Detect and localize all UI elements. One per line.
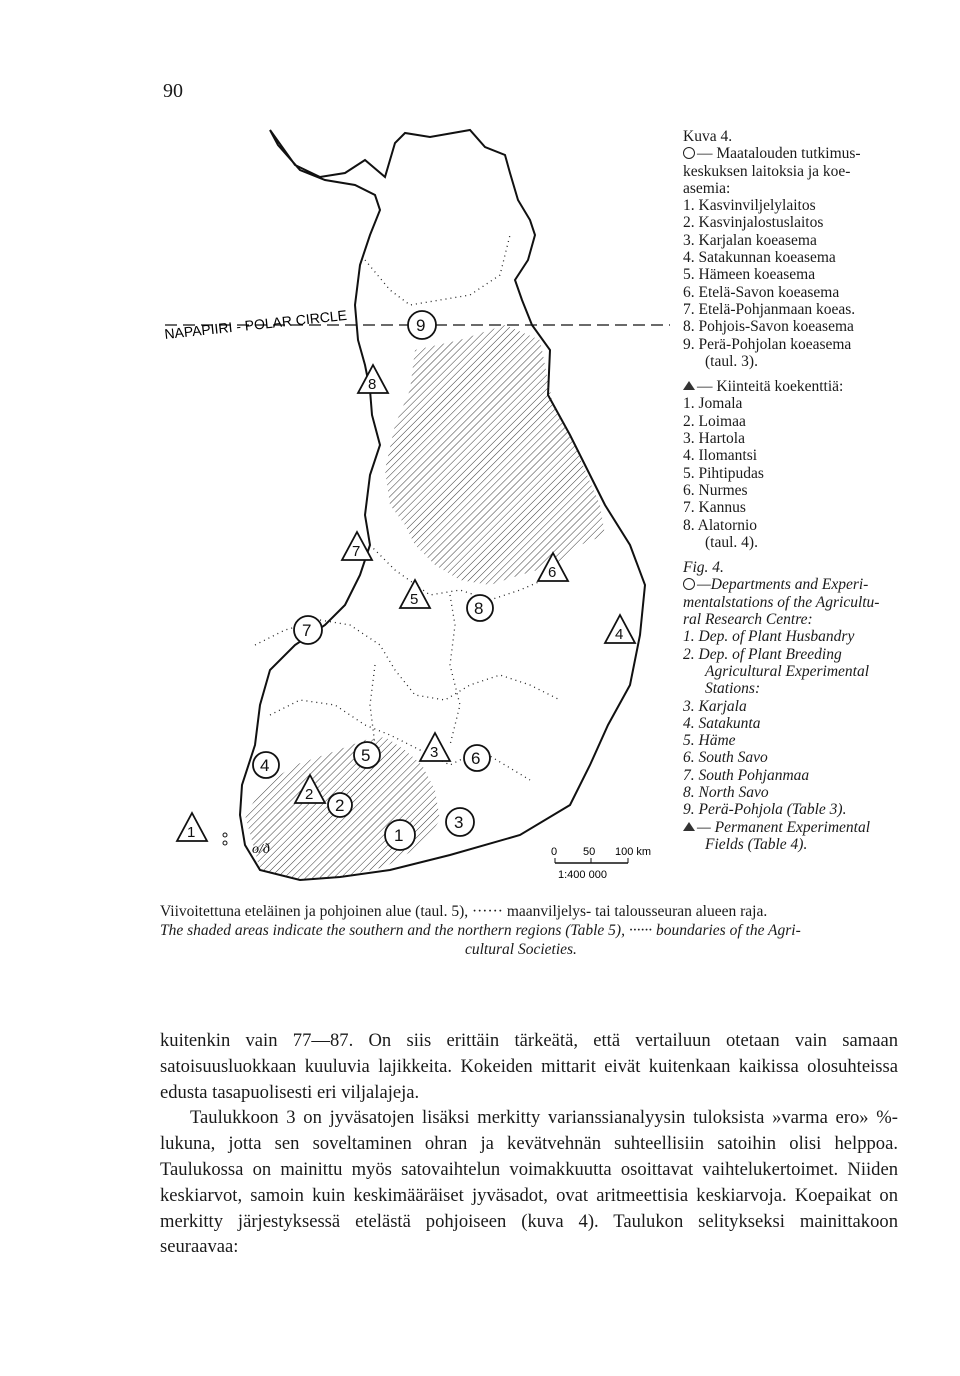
northern-shaded-region (385, 325, 605, 585)
svg-text:1: 1 (394, 826, 404, 845)
svg-text:6: 6 (548, 564, 557, 581)
field-triangle-8 (358, 365, 388, 393)
svg-text:50: 50 (583, 846, 596, 858)
svg-text:8: 8 (368, 376, 377, 393)
page-number: 90 (163, 80, 183, 102)
body-text (160, 1028, 898, 1260)
svg-text:6: 6 (471, 749, 481, 768)
field-triangle-1 (177, 813, 207, 841)
svg-text:8: 8 (474, 599, 484, 618)
caption-english: The shaded areas indicate the southern and the northern regions (Table 5), ······ boundaries of the Agri- (160, 922, 801, 939)
field-triangle-3 (420, 733, 450, 761)
map-legend: Kuva 4. — Maatalouden tutkimus- keskuksen laitoksia ja koe- asemia: 1. Kasvinviljelylaitos 2. Kasvinjalostuslaitos 3. Karjalan koeasema 4. Satakunnan koeasema 5. Hämeen koeasema 6. Etelä-Savon koeasema 7. Etelä-Pohjanmaan koeas. 8. Pohjois-Savon koeasema 9. Perä-Pohjolan koeasema (taul. 3). — Kiinteitä koekenttiä: 1. Jomala 2. Loimaa 3. Hartola 4. Ilomantsi 5. Pihtipudas 6. Nurmes 7. Kannus 8. Alatornio (taul. 4). Fig. 4. —Departments and Experi- mentalstations of the Agricultu- ral Research Centre: 1. Dep. of Plant Husbandry 2. Dep. of Plant Breeding Agricultural Experimental Stations: 3. Karjala 4. Satakunta 5. Häme 6. South Savo 7. South Pohjanmaa 8. North Savo 9. Perä-Pohjola (Table 3). — Permanent Experimental Fields (Table 4). (683, 128, 880, 853)
station-circle-5 (354, 742, 380, 768)
figure-caption (160, 902, 900, 959)
svg-text:5: 5 (410, 591, 419, 608)
station-circle-4 (253, 752, 279, 778)
svg-text:1:400 000: 1:400 000 (558, 869, 607, 881)
station-circle-7 (294, 616, 322, 644)
svg-text:2: 2 (305, 786, 314, 803)
svg-text:5: 5 (361, 746, 371, 765)
finland-map (160, 125, 680, 900)
svg-text:3: 3 (430, 744, 439, 761)
svg-text:100 km: 100 km (615, 846, 652, 858)
paragraph-1: kuitenkin vain 77—87. On siis erittäin tärkeätä, että vertailuun otetaan vain samaan satoisuusluokkaan kuuluvia lajikkeita. Kokeiden mittarit eivät kuitenkaan kaikissa olosuhteissa edusta tasapuolisesti eri viljalajeja. (160, 1030, 898, 1103)
caption-english-cont: cultural Societies. (465, 941, 577, 958)
scale-bar (551, 846, 651, 881)
aland-islands: o/ð (252, 842, 270, 857)
svg-text:1: 1 (187, 824, 196, 841)
field-triangle-5 (400, 580, 430, 608)
caption-finnish: Viivoitettuna eteläinen ja pohjoinen alue (taul. 5), ······ maanviljelys- tai talousseuran alueen raja. (160, 903, 768, 920)
svg-text:4: 4 (260, 756, 270, 775)
station-circle-2 (328, 793, 352, 817)
station-circle-1 (385, 820, 415, 850)
svg-text:3: 3 (454, 813, 464, 832)
svg-text:7: 7 (352, 543, 361, 560)
svg-text:7: 7 (302, 621, 312, 640)
svg-text:0: 0 (551, 846, 558, 858)
svg-text:2: 2 (335, 796, 345, 815)
station-circle-8 (467, 595, 493, 621)
station-circle-9 (408, 311, 436, 339)
svg-text:4: 4 (615, 626, 624, 643)
station-circle-6 (464, 745, 490, 771)
svg-text:9: 9 (416, 316, 426, 335)
station-circle-3 (446, 808, 474, 836)
paragraph-2: Taulukkoon 3 on jyväsatojen lisäksi merkitty varianssianalyysin tuloksista »varma ero» %-lukuna, jotta sen soveltaminen ohran ja kevätvehnän suhteellisiin satoihin olisi helppoa. Taulukossa on mainittu myös satovaihtelun voimakkuutta osoittavat vaihtelukertoimet. Niiden keskiarvot, samoin kuin keskimääräiset jyväsadot, ovat aritmeettisia keskiarvoja. Koepaikat on merkitty järjestyksessä etelästä pohjoiseen (kuva 4). Taulukon selitykseksi mainittakoon seuraavaa: (160, 1107, 898, 1258)
field-triangle-4 (605, 615, 635, 643)
polar-circle-label: NAPAPIIRI - POLAR CIRCLE (163, 306, 348, 342)
field-triangle-7 (342, 532, 372, 560)
